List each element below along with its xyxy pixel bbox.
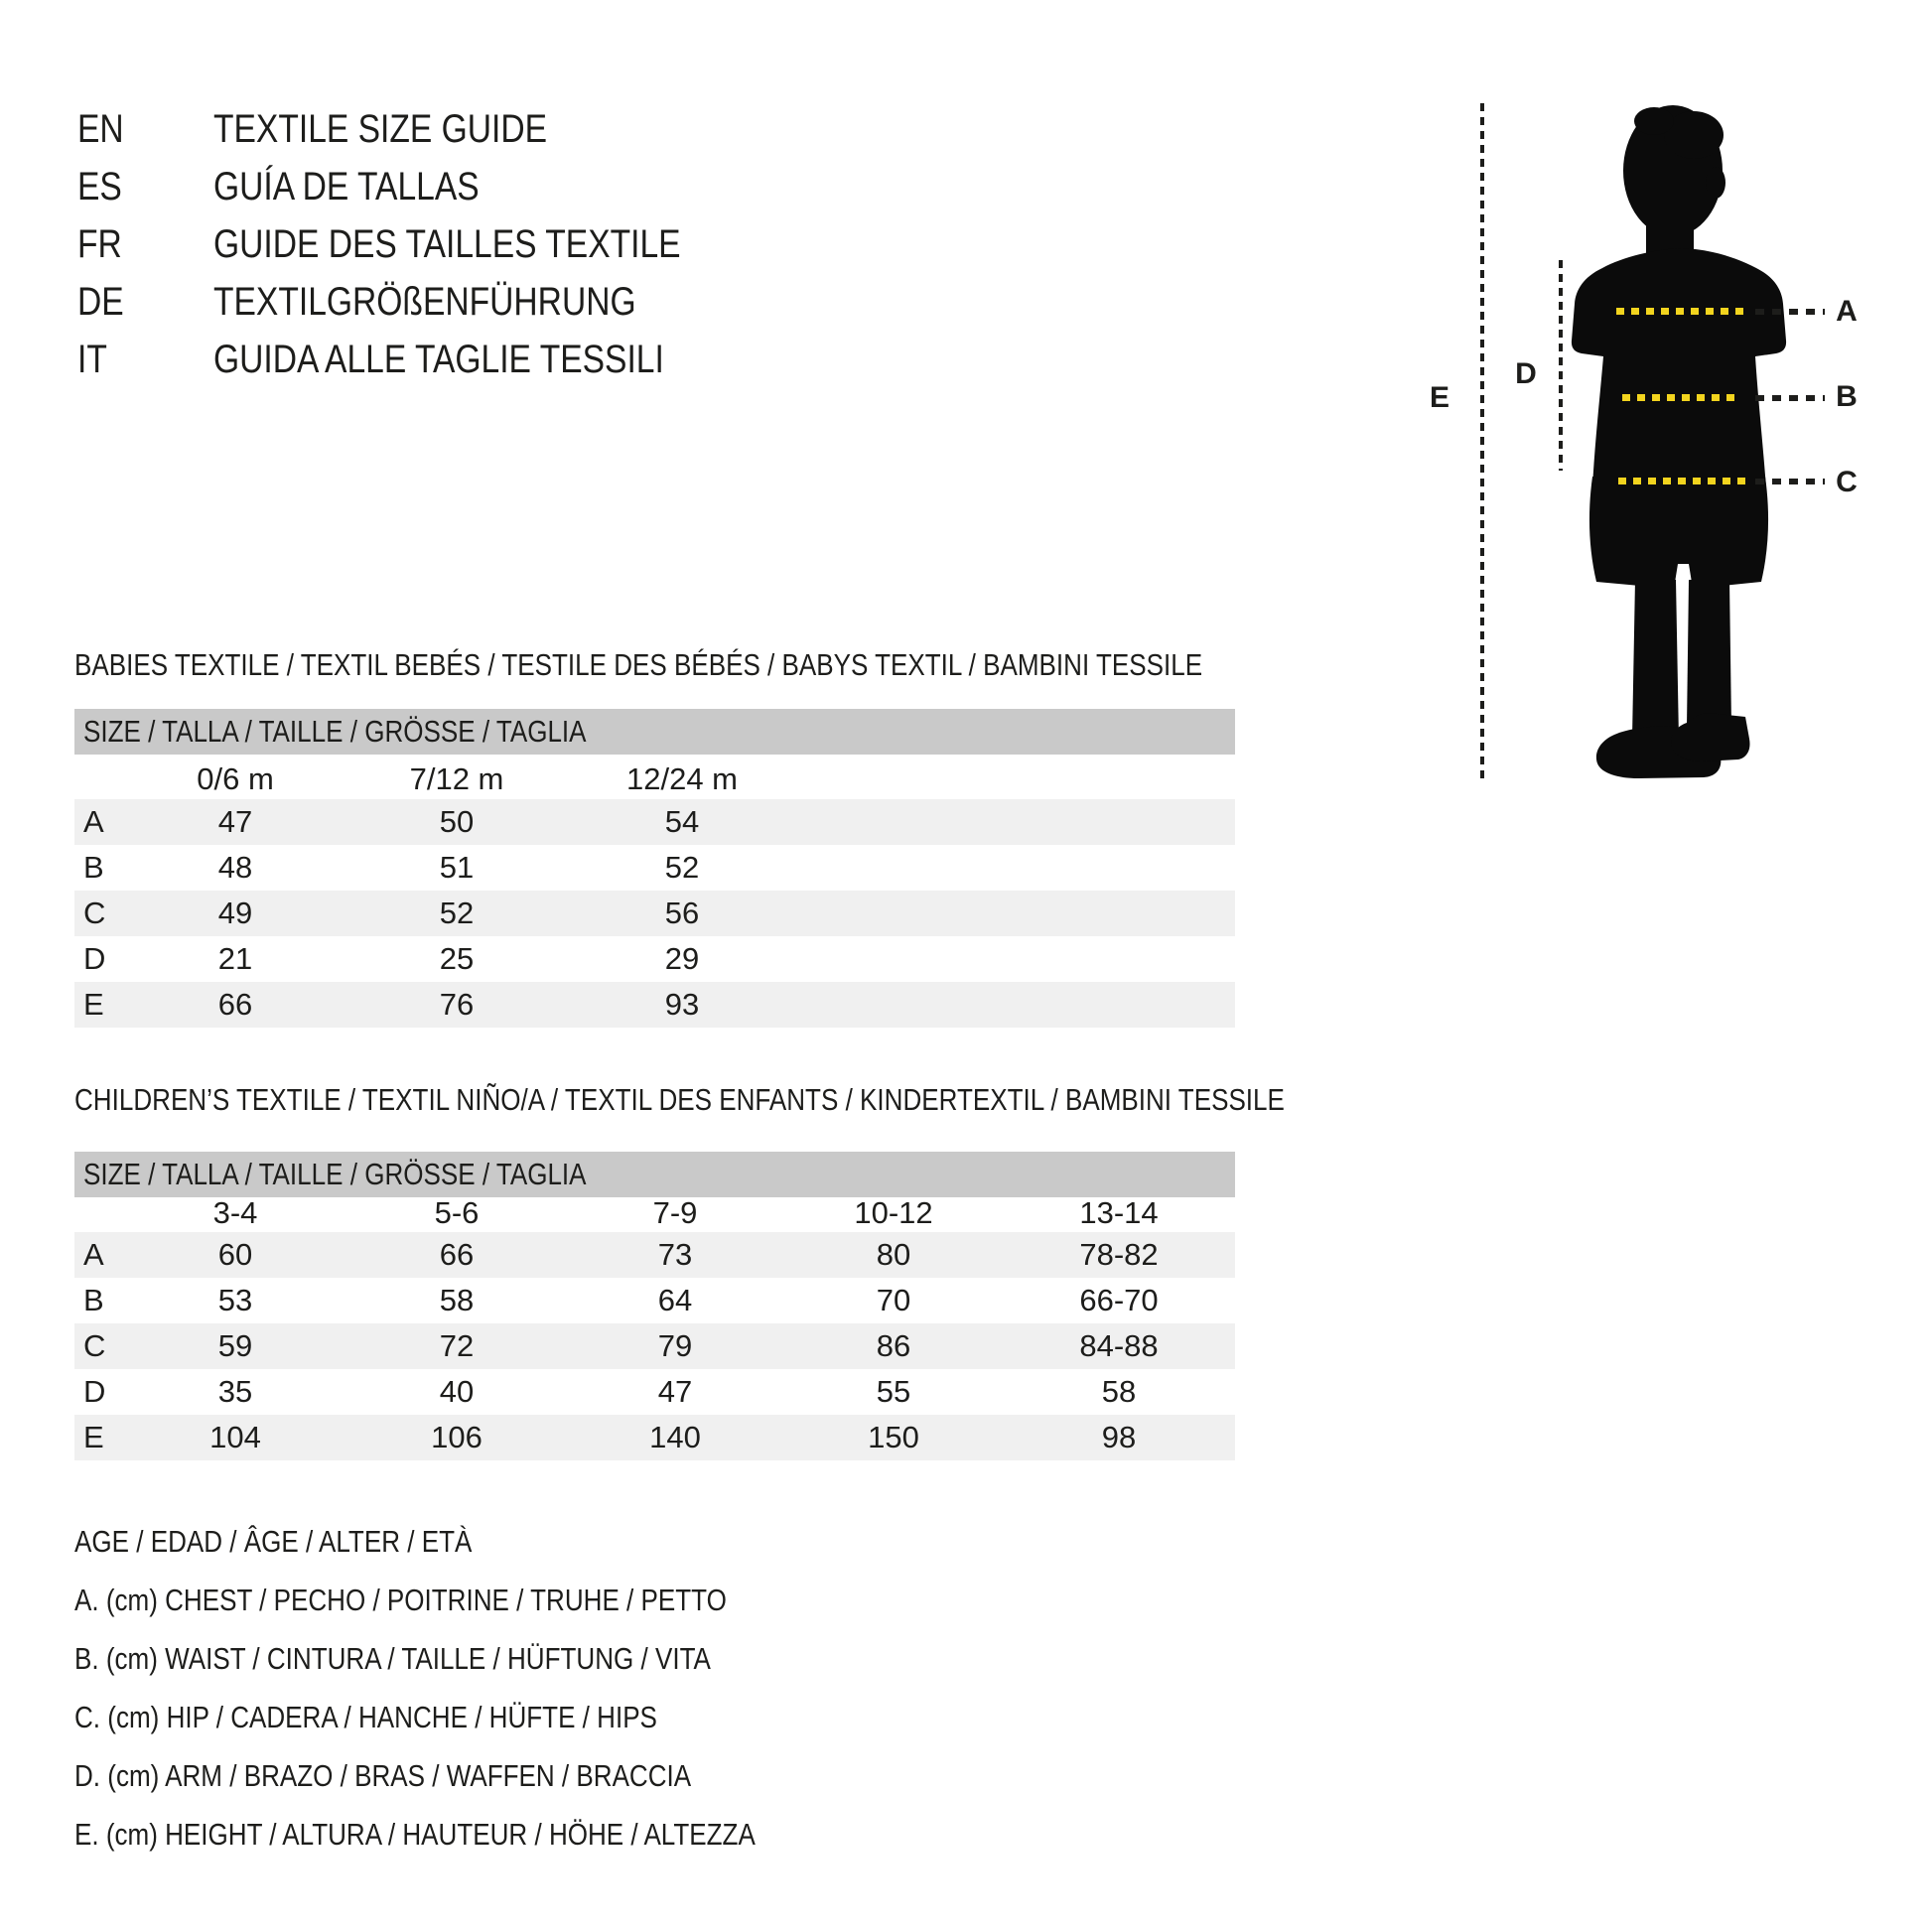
cell: 140 (649, 1420, 701, 1454)
table-row-a (74, 1232, 1235, 1278)
cell: 66-70 (1079, 1283, 1159, 1317)
cell: 66 (439, 1237, 475, 1272)
arm-dashed-line-d (1559, 260, 1563, 471)
table-row-d (74, 936, 1235, 982)
cell: 150 (868, 1420, 919, 1454)
language-title: GUIDE DES TAILLES TEXTILE (213, 222, 681, 266)
language-code: ES (77, 165, 122, 208)
column-header: 5-6 (434, 1195, 480, 1230)
cell: 21 (217, 941, 253, 976)
cell: 35 (217, 1374, 253, 1409)
row-label: A (83, 1237, 104, 1272)
row-label: D (83, 941, 106, 976)
table-row-d (74, 1369, 1235, 1415)
column-header: 12/24 m (625, 761, 738, 796)
cell: 47 (217, 804, 253, 839)
cell: 54 (664, 804, 700, 839)
cell: 50 (439, 804, 475, 839)
legend-line-age: AGE / EDAD / ÂGE / ALTER / ETÀ (74, 1524, 473, 1559)
cell: 60 (217, 1237, 253, 1272)
table-row-a (74, 799, 1235, 845)
row-label: E (83, 1420, 104, 1454)
hip-measure-line-black (1755, 479, 1825, 484)
table-row-c (74, 891, 1235, 936)
language-title: TEXTILGRÖßENFÜHRUNG (213, 280, 636, 324)
children-section-heading: CHILDREN’S TEXTILE / TEXTIL NIÑO/A / TEXTIL DES ENFANTS / KINDERTEXTIL / BAMBINI TESSILE (74, 1082, 1285, 1117)
cell: 49 (217, 896, 253, 930)
language-code: DE (77, 280, 124, 324)
chest-measure-line-black (1755, 309, 1825, 315)
cell: 66 (217, 987, 253, 1022)
column-header: 10-12 (854, 1195, 933, 1230)
row-label: C (83, 1328, 106, 1363)
cell: 78-82 (1079, 1237, 1159, 1272)
measure-label-d: D (1515, 357, 1537, 390)
child-silhouette (1567, 99, 1805, 784)
table-row-b (74, 1278, 1235, 1323)
table-row-b (74, 845, 1235, 891)
cell: 47 (657, 1374, 693, 1409)
cell: 98 (1101, 1420, 1137, 1454)
table-row-c (74, 1323, 1235, 1369)
children-size-header-bar: SIZE / TALLA / TAILLE / GRÖSSE / TAGLIA (74, 1152, 1235, 1197)
legend-line-arm: D. (cm) ARM / BRAZO / BRAS / WAFFEN / BRACCIA (74, 1758, 692, 1793)
legend-line-chest: A. (cm) CHEST / PECHO / POITRINE / TRUHE / PETTO (74, 1583, 727, 1617)
cell: 80 (876, 1237, 911, 1272)
cell: 73 (657, 1237, 693, 1272)
row-label: B (83, 850, 104, 885)
cell: 86 (876, 1328, 911, 1363)
column-header: 0/6 m (197, 761, 274, 796)
cell: 25 (439, 941, 475, 976)
column-header: 7/12 m (409, 761, 504, 796)
cell: 51 (439, 850, 475, 885)
cell: 106 (431, 1420, 483, 1454)
cell: 59 (217, 1328, 253, 1363)
cell: 52 (439, 896, 475, 930)
cell: 40 (439, 1374, 475, 1409)
row-label: C (83, 896, 106, 930)
chest-measure-line-yellow (1616, 308, 1747, 315)
cell: 53 (217, 1283, 253, 1317)
row-label: B (83, 1283, 104, 1317)
waist-measure-line-black (1755, 395, 1825, 401)
cell: 58 (439, 1283, 475, 1317)
language-title: GUIDA ALLE TAGLIE TESSILI (213, 338, 664, 381)
cell: 93 (664, 987, 700, 1022)
language-code: EN (77, 107, 124, 151)
table-row-e (74, 1415, 1235, 1460)
row-label: D (83, 1374, 106, 1409)
children-column-header-row (74, 1194, 1235, 1232)
column-header: 3-4 (212, 1195, 258, 1230)
measure-label-c: C (1836, 466, 1858, 498)
babies-size-header-bar: SIZE / TALLA / TAILLE / GRÖSSE / TAGLIA (74, 709, 1235, 755)
height-dashed-line-e (1480, 103, 1484, 782)
column-header: 13-14 (1079, 1195, 1159, 1230)
legend-line-height: E. (cm) HEIGHT / ALTURA / HAUTEUR / HÖHE / ALTEZZA (74, 1817, 756, 1852)
babies-section-heading: BABIES TEXTILE / TEXTIL BEBÉS / TESTILE DES BÉBÉS / BABYS TEXTIL / BAMBINI TESSILE (74, 647, 1203, 682)
waist-measure-line-yellow (1622, 394, 1741, 401)
measure-label-a: A (1836, 295, 1858, 328)
language-code: FR (77, 222, 122, 266)
row-label: A (83, 804, 104, 839)
babies-column-header-row (74, 758, 1235, 801)
cell: 72 (439, 1328, 475, 1363)
cell: 70 (876, 1283, 911, 1317)
measure-label-e: E (1429, 381, 1449, 414)
language-code: IT (77, 338, 107, 381)
column-header: 7-9 (652, 1195, 698, 1230)
cell: 104 (209, 1420, 261, 1454)
cell: 55 (876, 1374, 911, 1409)
table-row-e (74, 982, 1235, 1028)
cell: 79 (657, 1328, 693, 1363)
legend-line-waist: B. (cm) WAIST / CINTURA / TAILLE / HÜFTUNG / VITA (74, 1641, 711, 1676)
cell: 58 (1101, 1374, 1137, 1409)
measure-label-b: B (1836, 380, 1858, 413)
hip-measure-line-yellow (1618, 478, 1751, 484)
cell: 52 (664, 850, 700, 885)
cell: 29 (664, 941, 700, 976)
language-title: TEXTILE SIZE GUIDE (213, 107, 548, 151)
cell: 56 (664, 896, 700, 930)
cell: 76 (439, 987, 475, 1022)
language-title: GUÍA DE TALLAS (213, 165, 480, 208)
cell: 64 (657, 1283, 693, 1317)
legend-line-hip: C. (cm) HIP / CADERA / HANCHE / HÜFTE / HIPS (74, 1700, 657, 1734)
row-label: E (83, 987, 104, 1022)
cell: 48 (217, 850, 253, 885)
cell: 84-88 (1079, 1328, 1159, 1363)
